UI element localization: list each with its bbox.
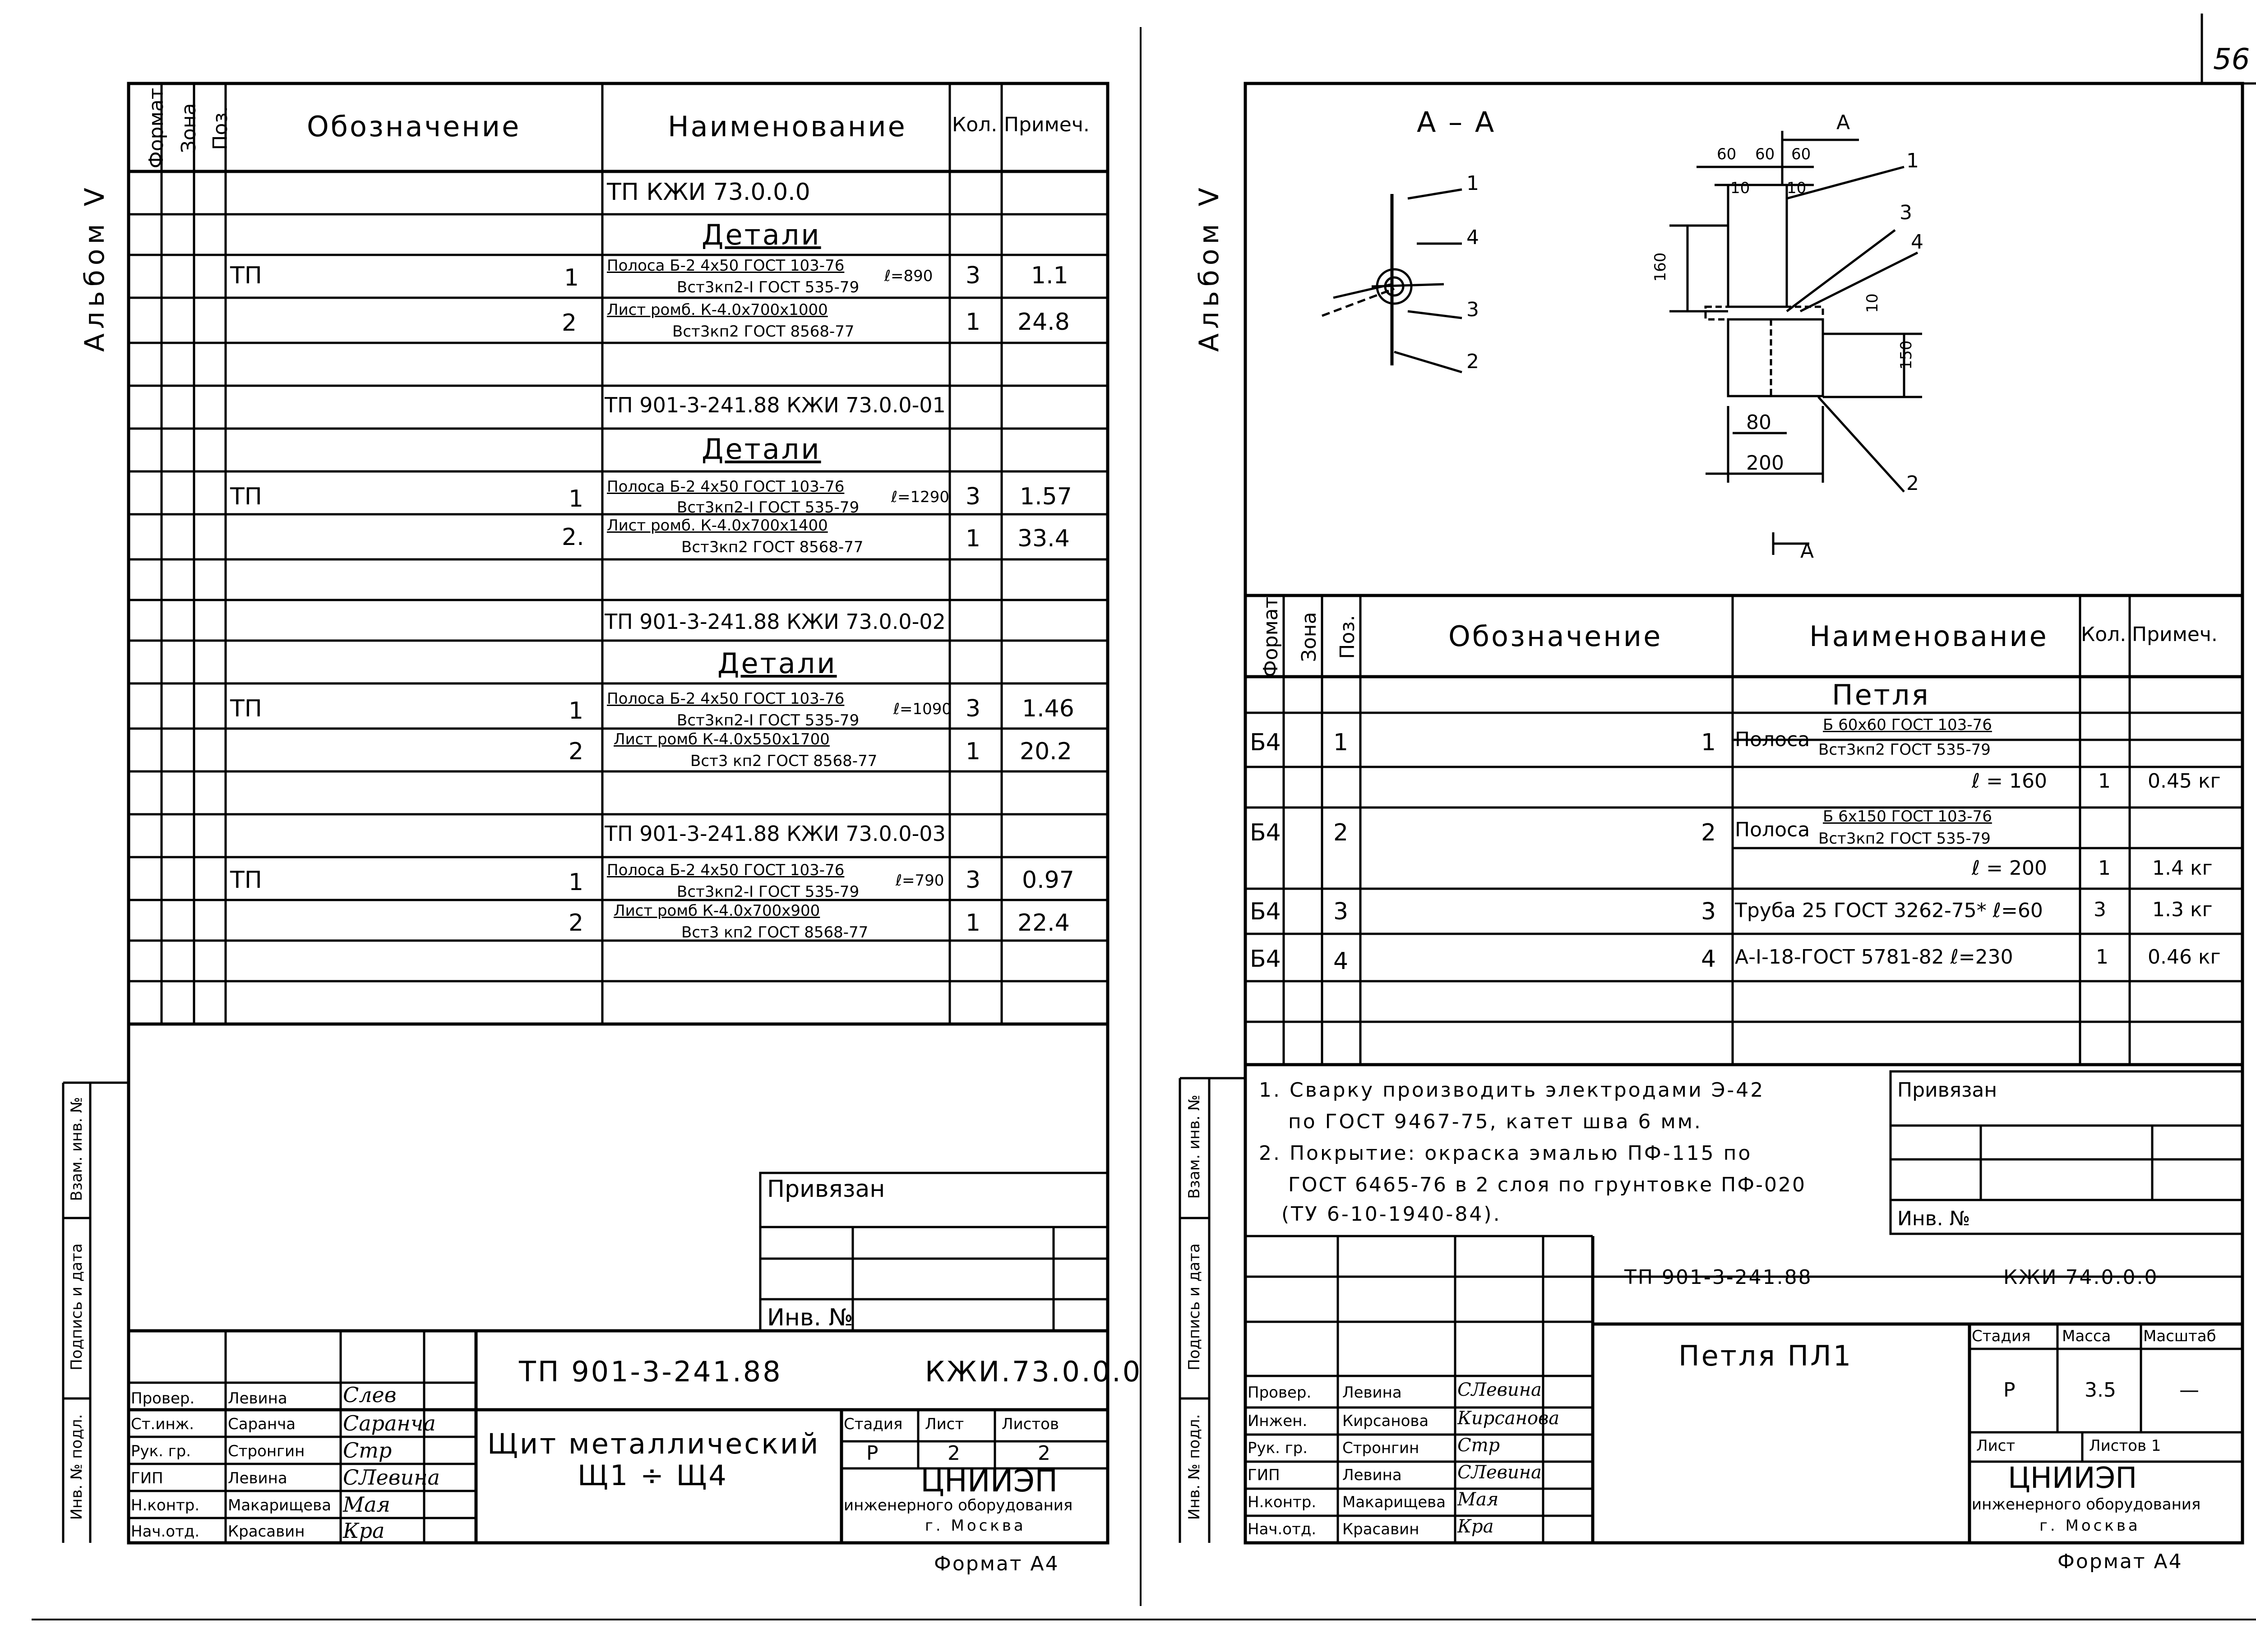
right-r1-note: 0.45 кг	[2148, 770, 2221, 793]
left-person-1-signature: Слев	[343, 1383, 397, 1407]
left-r3-name-top: Полоса Б-2 4х50 ГОСТ 103-76	[607, 478, 845, 496]
left-r1-des: ТП	[230, 262, 262, 289]
dim-10-b: 10	[1787, 179, 1807, 197]
left-doc-4: ТП 901-3-241.88 КЖИ 73.0.0-03	[605, 821, 946, 846]
dim-10-a: 10	[1730, 179, 1750, 197]
left-r5-des: ТП	[230, 695, 262, 722]
right-stamp-stage: Р	[2003, 1379, 2016, 1402]
left-r5-note: 1.46	[1022, 695, 1074, 722]
left-doc-1: ТП КЖИ 73.0.0.0	[607, 179, 810, 206]
callout-left-2: 2	[1466, 350, 1479, 373]
right-stamp-sheets-h: Листов 1	[2089, 1437, 2161, 1455]
dim-10-c: 10	[1863, 293, 1882, 313]
left-person-4-name: Левина	[228, 1469, 287, 1487]
left-person-3-role: Рук. гр.	[131, 1442, 191, 1460]
left-r1-name-top: Полоса Б-2 4х50 ГОСТ 103-76	[607, 257, 845, 275]
left-person-6-role: Нач.отд.	[131, 1523, 200, 1541]
right-r3-des: 3	[1701, 898, 1716, 925]
right-r4-fmt: Б4	[1250, 946, 1281, 973]
right-r1-name-bot: Вст3кп2 ГОСТ 535-79	[1818, 741, 1991, 759]
dim-80: 80	[1746, 411, 1771, 434]
left-stamp-sheet: 2	[948, 1442, 960, 1465]
section-arrow-label-top: А	[1836, 111, 1850, 134]
right-person-5-signature: Мая	[1457, 1489, 1499, 1510]
dim-150: 150	[1897, 340, 1915, 370]
note-line-5: (ТУ 6-10-1940-84).	[1281, 1203, 1502, 1226]
right-side-sign-date: Подпись и дата	[1185, 1243, 1203, 1371]
left-stamp-org-2: инженерного оборудования	[844, 1496, 1073, 1514]
left-stamp-code-right: КЖИ.73.0.0.0	[925, 1355, 1142, 1388]
left-group-1: Детали	[702, 218, 821, 251]
right-r3-qty: 3	[2094, 898, 2106, 921]
left-r1-note: 1.1	[1031, 262, 1068, 289]
left-head-zone: Зона	[177, 103, 200, 153]
left-r1-pos: 1	[564, 264, 579, 291]
left-r1-name-bot: Вст3кп2-I ГОСТ 535-79	[677, 278, 860, 296]
left-r3-qty: 3	[966, 483, 981, 510]
left-r4-pos: 2.	[562, 524, 584, 551]
left-format-label: Формат А4	[934, 1552, 1059, 1575]
right-r2-note: 1.4 кг	[2152, 857, 2213, 880]
left-head-pos: Поз.	[209, 106, 232, 150]
right-person-5-role: Н.контр.	[1248, 1493, 1317, 1511]
left-r8-pos: 2	[569, 909, 584, 937]
right-stamp-mass: 3.5	[2085, 1379, 2116, 1402]
callout-left-1: 1	[1466, 172, 1479, 195]
left-side-inv-podl: Инв. № подл.	[68, 1414, 86, 1520]
left-person-1-role: Провер.	[131, 1389, 195, 1407]
left-stamp-org-1: ЦНИИЭП	[920, 1463, 1058, 1499]
left-r7-suffix: ℓ=790	[896, 872, 944, 890]
left-r5-name-bot: Вст3кп2-I ГОСТ 535-79	[677, 711, 860, 729]
right-r2-qty: 1	[2098, 857, 2111, 880]
left-person-6-signature: Кра	[343, 1518, 385, 1543]
left-person-4-role: ГИП	[131, 1469, 163, 1487]
page-number: 56	[2213, 43, 2250, 76]
left-stamp-stage: Р	[866, 1442, 878, 1465]
right-r4-note: 0.46 кг	[2148, 946, 2221, 969]
left-bound-label: Привязан	[767, 1176, 885, 1203]
right-r1-qty: 1	[2098, 770, 2111, 793]
right-r1-fmt: Б4	[1250, 729, 1281, 756]
left-r2-name-top: Лист ромб. К-4.0х700х1000	[607, 301, 828, 319]
album-label-left: Альбом V	[79, 183, 111, 352]
left-r6-name-bot: Вст3 кп2 ГОСТ 8568-77	[690, 752, 878, 770]
left-person-5-signature: Мая	[343, 1492, 390, 1517]
left-person-5-name: Макарищева	[228, 1496, 332, 1514]
right-person-4-signature: СЛевина	[1457, 1462, 1542, 1483]
left-side-sign-date: Подпись и дата	[68, 1243, 86, 1371]
section-aa-title: А – А	[1417, 106, 1496, 138]
left-person-2-signature: Саранча	[343, 1411, 436, 1435]
left-r3-note: 1.57	[1020, 483, 1072, 510]
right-stamp-code-right: КЖИ 74.0.0.0	[2003, 1266, 2159, 1289]
left-r2-name-bot: Вст3кп2 ГОСТ 8568-77	[672, 323, 855, 341]
left-r4-note: 33.4	[1017, 525, 1070, 552]
right-person-2-role: Инжен.	[1248, 1412, 1308, 1430]
right-person-1-name: Левина	[1342, 1384, 1402, 1402]
right-stamp-title: Петля ПЛ1	[1678, 1339, 1853, 1372]
left-r3-name-bot: Вст3кп2-I ГОСТ 535-79	[677, 498, 860, 517]
left-r5-suffix: ℓ=1090	[893, 700, 952, 718]
note-line-4: ГОСТ 6465-76 в 2 слоя по грунтовке ПФ-020	[1288, 1173, 1806, 1196]
callout-right-2: 2	[1906, 472, 1919, 495]
left-r6-qty: 1	[966, 738, 981, 765]
left-r7-des: ТП	[230, 867, 262, 894]
right-stamp-org-2: инженерного оборудования	[1972, 1495, 2201, 1514]
left-head-note: Примеч.	[1004, 113, 1090, 136]
right-r1-name-pre: Полоса	[1735, 728, 1810, 751]
left-r8-note: 22.4	[1017, 909, 1070, 937]
right-r3-name: Труба 25 ГОСТ 3262-75* ℓ=60	[1735, 899, 2043, 922]
left-inv-label: Инв. №	[767, 1304, 853, 1331]
left-person-3-signature: Стр	[343, 1438, 392, 1463]
right-stamp-scale: —	[2179, 1379, 2199, 1402]
left-r2-qty: 1	[966, 309, 981, 336]
section-arrow-label-bottom: А	[1800, 540, 1814, 563]
right-person-2-signature: Кирсанова	[1457, 1408, 1560, 1429]
right-r1-pos: 1	[1333, 729, 1349, 756]
left-r2-note: 24.8	[1017, 309, 1070, 336]
right-r1-len: ℓ = 160	[1972, 770, 2047, 793]
left-stamp-sheet-h: Лист	[925, 1415, 964, 1433]
right-r2-pos: 2	[1333, 819, 1349, 846]
left-r5-name-top: Полоса Б-2 4х50 ГОСТ 103-76	[607, 690, 845, 708]
right-side-inv-podl: Инв. № подл.	[1185, 1414, 1203, 1520]
left-group-3: Детали	[717, 647, 837, 680]
left-r8-name-bot: Вст3 кп2 ГОСТ 8568-77	[681, 923, 869, 941]
right-r2-fmt: Б4	[1250, 819, 1281, 846]
right-head-zone: Зона	[1298, 612, 1321, 662]
left-r7-qty: 3	[966, 867, 981, 894]
right-r2-des: 2	[1701, 819, 1716, 846]
left-r1-qty: 3	[966, 262, 981, 289]
left-person-4-signature: СЛевина	[343, 1465, 440, 1490]
right-r2-name-bot: Вст3кп2 ГОСТ 535-79	[1818, 830, 1991, 848]
right-r4-name: А-I-18-ГОСТ 5781-82 ℓ=230	[1735, 946, 2013, 969]
left-head-qty: Кол.	[952, 113, 998, 136]
callout-right-3: 3	[1900, 201, 1912, 224]
right-person-5-name: Макарищева	[1342, 1493, 1446, 1511]
left-stamp-code-left: ТП 901-3-241.88	[519, 1355, 782, 1388]
right-r1-des: 1	[1701, 729, 1716, 756]
right-person-2-name: Кирсанова	[1342, 1412, 1429, 1430]
right-r4-qty: 1	[2096, 946, 2108, 969]
left-stamp-title-1: Щит металлический	[487, 1427, 820, 1460]
right-person-6-role: Нач.отд.	[1248, 1520, 1317, 1538]
left-side-vzam: Взам. инв. №	[68, 1097, 86, 1201]
right-r3-note: 1.3 кг	[2152, 898, 2213, 921]
dim-60-c: 60	[1791, 145, 1811, 163]
right-person-6-signature: Кра	[1457, 1516, 1494, 1537]
left-stamp-stage-h: Стадия	[844, 1415, 903, 1433]
right-stamp-sheet-h: Лист	[1976, 1437, 2016, 1455]
left-head-name: Наименование	[668, 110, 907, 143]
left-r6-name-top: Лист ромб К-4.0х550х1700	[614, 730, 830, 748]
dim-160: 160	[1651, 252, 1669, 282]
left-stamp-org-3: г. Москва	[925, 1517, 1026, 1535]
left-person-2-role: Ст.инж.	[131, 1415, 194, 1433]
left-person-3-name: Стронгин	[228, 1442, 305, 1460]
left-r7-name-bot: Вст3кп2-I ГОСТ 535-79	[677, 883, 860, 901]
left-r7-pos: 1	[569, 869, 584, 896]
right-r2-name-pre: Полоса	[1735, 818, 1810, 841]
left-r3-pos: 1	[569, 485, 584, 512]
left-person-2-name: Саранча	[228, 1415, 296, 1433]
left-stamp-title-2: Щ1 ÷ Щ4	[578, 1459, 728, 1492]
right-r4-pos: 4	[1333, 948, 1349, 975]
left-person-1-name: Левина	[228, 1389, 287, 1407]
left-head-format: Формат	[145, 88, 168, 169]
left-doc-3: ТП 901-3-241.88 КЖИ 73.0.0-02	[605, 609, 946, 634]
right-r4-des: 4	[1701, 946, 1716, 973]
left-person-5-role: Н.контр.	[131, 1496, 200, 1514]
right-r2-name-top: Б 6х150 ГОСТ 103-76	[1823, 808, 1992, 826]
note-line-3: 2. Покрытие: окраска эмалью ПФ-115 по	[1259, 1142, 1752, 1165]
right-stamp-scale-h: Масштаб	[2143, 1327, 2216, 1345]
left-r7-name-top: Полоса Б-2 4х50 ГОСТ 103-76	[607, 861, 845, 879]
left-doc-2: ТП 901-3-241.88 КЖИ 73.0.0-01	[605, 393, 946, 417]
left-r5-pos: 1	[569, 697, 584, 724]
right-head-designation: Обозначение	[1448, 620, 1663, 653]
callout-left-3: 3	[1466, 298, 1479, 321]
left-stamp-sheets-h: Листов	[1002, 1415, 1059, 1433]
left-r4-name-top: Лист ромб. К-4.0х700х1400	[607, 517, 828, 535]
right-head-pos: Поз.	[1336, 615, 1359, 659]
right-r2-len: ℓ = 200	[1972, 857, 2047, 880]
right-stamp-org-3: г. Москва	[2039, 1517, 2140, 1535]
right-person-3-signature: Стр	[1457, 1435, 1500, 1456]
left-r8-qty: 1	[966, 909, 981, 937]
right-person-1-signature: СЛевина	[1457, 1380, 1542, 1400]
left-r8-name-top: Лист ромб К-4.0х700х900	[614, 902, 820, 920]
right-stamp-mass-h: Масса	[2062, 1327, 2111, 1345]
note-line-2: по ГОСТ 9467-75, катет шва 6 мм.	[1288, 1110, 1702, 1133]
dim-200: 200	[1746, 452, 1784, 475]
right-person-6-name: Красавин	[1342, 1520, 1419, 1538]
right-head-note: Примеч.	[2132, 623, 2218, 646]
right-bound-label: Привязан	[1897, 1079, 1997, 1102]
left-r1-suffix: ℓ=890	[884, 267, 933, 285]
right-r3-fmt: Б4	[1250, 898, 1281, 925]
callout-left-4: 4	[1466, 226, 1479, 249]
right-head-qty: Кол.	[2081, 623, 2127, 646]
left-r5-qty: 3	[966, 695, 981, 722]
left-r6-pos: 2	[569, 738, 584, 765]
right-group: Петля	[1832, 678, 1930, 711]
right-person-1-role: Провер.	[1248, 1384, 1312, 1402]
dim-60-b: 60	[1755, 145, 1775, 163]
album-label-right: Альбом V	[1193, 183, 1225, 352]
dim-60-a: 60	[1717, 145, 1737, 163]
right-person-4-role: ГИП	[1248, 1466, 1280, 1484]
callout-right-1: 1	[1906, 149, 1919, 172]
note-line-1: 1. Сварку производить электродами Э-42	[1259, 1079, 1765, 1102]
left-r3-suffix: ℓ=1290	[891, 488, 950, 506]
left-head-designation: Обозначение	[307, 110, 521, 143]
right-r3-pos: 3	[1333, 898, 1349, 925]
right-stamp-org-1: ЦНИИЭП	[2008, 1462, 2137, 1495]
left-r6-note: 20.2	[1020, 738, 1072, 765]
right-person-4-name: Левина	[1342, 1466, 1402, 1484]
left-r2-pos: 2	[562, 309, 577, 337]
right-person-3-role: Рук. гр.	[1248, 1439, 1308, 1457]
right-head-name: Наименование	[1809, 620, 2048, 653]
callout-right-4: 4	[1911, 231, 1923, 254]
right-head-format: Формат	[1259, 596, 1282, 678]
left-r7-note: 0.97	[1022, 867, 1074, 894]
right-side-vzam: Взам. инв. №	[1185, 1094, 1203, 1199]
right-person-3-name: Стронгин	[1342, 1439, 1419, 1457]
right-stamp-code-left: ТП 901-3-241.88	[1624, 1266, 1812, 1289]
right-format-label: Формат А4	[2057, 1550, 2183, 1573]
left-person-6-name: Красавин	[228, 1523, 305, 1541]
right-inv-label: Инв. №	[1897, 1207, 1970, 1230]
right-r1-name-top: Б 60х60 ГОСТ 103-76	[1823, 716, 1992, 734]
left-r4-name-bot: Вст3кп2 ГОСТ 8568-77	[681, 538, 864, 556]
left-group-2: Детали	[702, 433, 821, 466]
section-aa-sketch	[1322, 189, 1462, 372]
right-stamp-stage-h: Стадия	[1972, 1327, 2031, 1345]
left-stamp-sheets: 2	[1038, 1442, 1050, 1465]
left-r3-des: ТП	[230, 483, 262, 510]
left-r4-qty: 1	[966, 525, 981, 552]
